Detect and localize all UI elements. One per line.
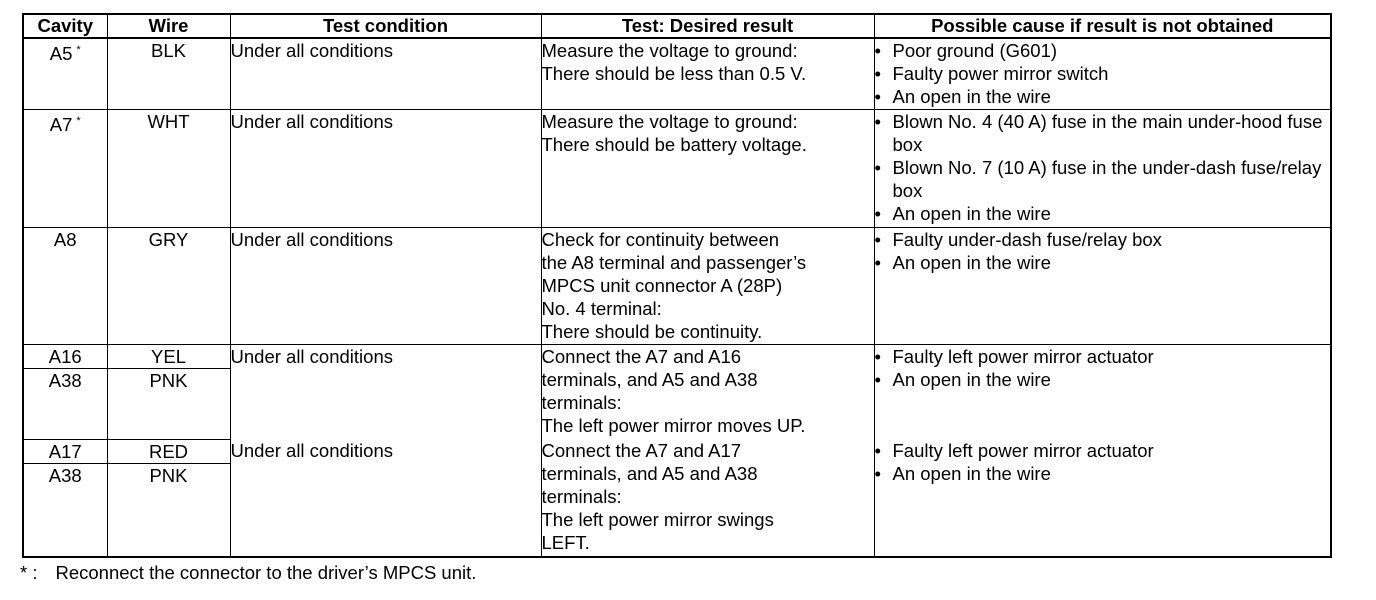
test-condition-cell: Under all conditions xyxy=(230,344,541,439)
cause-item xyxy=(875,39,1331,62)
result-line: The left power mirror moves UP. xyxy=(541,414,806,436)
result-line: terminals, and A5 and A38 xyxy=(541,463,758,484)
cause-item xyxy=(875,251,1331,274)
cause-text: An open in the wire xyxy=(892,368,1051,390)
result-line: There should be continuity. xyxy=(541,320,763,342)
possible-cause-cell xyxy=(874,227,1331,344)
cause-item xyxy=(875,462,1331,485)
result-line: terminals: xyxy=(541,391,622,413)
cavity-cell xyxy=(23,109,107,227)
cause-item xyxy=(875,439,1331,462)
test-condition-cell: Under all conditions xyxy=(230,109,541,227)
header-cavity: Cavity xyxy=(23,14,107,38)
table-header-row xyxy=(23,14,1331,38)
result-line: LEFT. xyxy=(541,532,590,553)
table-row xyxy=(23,38,1331,109)
bullet-icon: • xyxy=(874,228,881,250)
cause-item xyxy=(875,228,1331,251)
cause-text: Poor ground (G601) xyxy=(892,40,1058,61)
possible-cause-cell xyxy=(874,109,1331,227)
result-line: Check for continuity between xyxy=(541,228,780,250)
cavity-cell xyxy=(23,38,107,109)
bullet-icon: • xyxy=(874,110,881,132)
asterisk-mark: * xyxy=(76,114,81,127)
test-condition-cell: Under all conditions xyxy=(230,38,541,109)
cause-list xyxy=(875,439,1331,485)
cause-text: Faulty power mirror switch xyxy=(892,63,1109,84)
cause-text: An open in the wire xyxy=(892,251,1051,273)
wire-color-cell: PNK xyxy=(107,368,230,439)
cause-item xyxy=(875,156,1331,202)
result-line: terminals, and A5 and A38 xyxy=(541,368,758,390)
result-line: Connect the A7 and A16 xyxy=(541,345,742,367)
cause-text: An open in the wire xyxy=(892,463,1051,484)
desired-result-cell xyxy=(541,227,874,344)
cause-list xyxy=(875,345,1331,391)
cavity-cell xyxy=(23,227,107,344)
bullet-icon: • xyxy=(874,368,881,390)
cavity-label: A38 xyxy=(48,369,82,391)
table-row xyxy=(23,227,1331,344)
wire-color-cell: YEL xyxy=(107,344,230,368)
result-line: the A8 terminal and passenger’s xyxy=(541,251,807,273)
asterisk-mark: * xyxy=(76,44,81,56)
bullet-icon: • xyxy=(874,463,881,484)
wire-color-cell: RED xyxy=(107,439,230,463)
desired-result-cell xyxy=(541,344,874,439)
result-line: Connect the A7 and A17 xyxy=(541,440,742,461)
desired-result-cell xyxy=(541,439,874,557)
result-line: There should be battery voltage. xyxy=(541,133,807,155)
cavity-cell xyxy=(23,344,107,368)
wire-color-cell: BLK xyxy=(107,38,230,109)
bullet-icon: • xyxy=(874,40,881,61)
cause-text: Blown No. 4 (40 A) fuse in the main under-hood fuse box xyxy=(892,110,1323,155)
test-condition-cell: Under all conditions xyxy=(230,227,541,344)
cavity-label: A7 xyxy=(49,113,73,135)
wire-color-cell: PNK xyxy=(107,463,230,557)
cavity-label: A38 xyxy=(48,464,82,486)
desired-result-cell xyxy=(541,38,874,109)
bullet-icon: • xyxy=(874,156,881,178)
cause-item xyxy=(875,85,1331,108)
cause-item xyxy=(875,368,1331,391)
troubleshooting-table xyxy=(22,13,1332,558)
cause-text: Faulty left power mirror actuator xyxy=(892,345,1154,367)
result-line: MPCS unit connector A (28P) xyxy=(541,274,783,296)
cavity-label: A16 xyxy=(48,345,82,367)
table-row xyxy=(23,344,1331,368)
cavity-label: A17 xyxy=(48,440,82,462)
cause-text: Faulty under-dash fuse/relay box xyxy=(892,228,1162,250)
result-line: Measure the voltage to ground: xyxy=(541,110,798,132)
bullet-icon: • xyxy=(874,345,881,367)
possible-cause-cell xyxy=(874,344,1331,439)
bullet-icon: • xyxy=(874,202,881,224)
bullet-icon: • xyxy=(874,86,881,107)
bullet-icon: • xyxy=(874,251,881,273)
wire-color-cell: GRY xyxy=(107,227,230,344)
result-line: No. 4 terminal: xyxy=(541,297,662,319)
result-line: The left power mirror swings xyxy=(541,509,774,530)
table-row xyxy=(23,439,1331,463)
header-desired-result: Test: Desired result xyxy=(541,14,874,38)
cavity-cell xyxy=(23,439,107,463)
desired-result-cell xyxy=(541,109,874,227)
cause-text: An open in the wire xyxy=(892,202,1051,224)
cause-item xyxy=(875,110,1331,156)
result-line: terminals: xyxy=(541,486,622,507)
cause-list xyxy=(875,110,1331,225)
cause-text: An open in the wire xyxy=(892,86,1051,107)
possible-cause-cell xyxy=(874,439,1331,557)
cause-item xyxy=(875,202,1331,225)
cause-list xyxy=(875,39,1331,108)
cavity-label: A5 xyxy=(49,43,73,65)
cavity-label: A8 xyxy=(53,228,77,250)
cause-text: Faulty left power mirror actuator xyxy=(892,440,1154,461)
table-body xyxy=(23,38,1331,557)
bullet-icon: • xyxy=(874,63,881,84)
footnote-text: Reconnect the connector to the driver’s MPCS unit. xyxy=(55,562,477,583)
cause-text: Blown No. 7 (10 A) fuse in the under-dash fuse/relay box xyxy=(892,156,1322,201)
result-line: There should be less than 0.5 V. xyxy=(541,63,807,84)
footnote xyxy=(20,562,476,584)
cavity-cell xyxy=(23,463,107,557)
header-possible-cause: Possible cause if result is not obtained xyxy=(874,14,1331,38)
wire-color-cell: WHT xyxy=(107,109,230,227)
bullet-icon: • xyxy=(874,440,881,461)
possible-cause-cell xyxy=(874,38,1331,109)
header-wire: Wire xyxy=(107,14,230,38)
cavity-cell xyxy=(23,368,107,439)
test-condition-cell: Under all conditions xyxy=(230,439,541,557)
cause-list xyxy=(875,228,1331,274)
cause-item xyxy=(875,345,1331,368)
cause-item xyxy=(875,62,1331,85)
result-line: Measure the voltage to ground: xyxy=(541,40,798,61)
footnote-mark: * : xyxy=(20,562,38,583)
table-row xyxy=(23,109,1331,227)
header-test-condition: Test condition xyxy=(230,14,541,38)
